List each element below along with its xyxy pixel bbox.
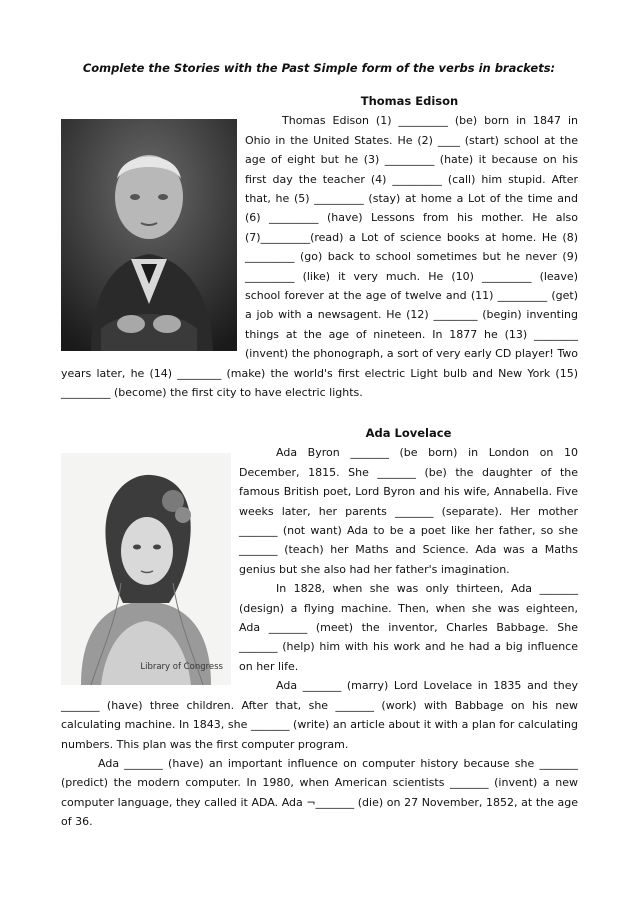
story-title-edison: Thomas Edison [360,94,459,108]
story-thomas-edison [61,92,578,403]
story-title-ada: Ada Lovelace [365,426,452,440]
edison-portrait-photo [61,119,237,351]
edison-paragraph: Thomas Edison (1) _________ (be) born in 1847 in Ohio in the United States. He (2) ____ (start) school at the age of eight but he (3) _________ (hate) it because on his first day the teacher (4) _________ (call) him stupid. After that, he (5) _________ (stay) at home a Lot of the time and (6) _________ (have) Lessons from his mother. He also (7)_________(read) a Lot of science books at home. He (8) _________ (go) back to school sometimes but he never (9) _________ (like) it very much. He (10) _________ (leave) school forever at the age of twelve and (11) _________ (get) a job with a newsagent. He (12) ________ (begin) inventing things at the age of nineteen. In 1877 he (13) ________ (invent) the phonograph, a sort of very early CD player! Two years later, he (14) ________ (make) the world's first electric Light bulb and New York (15) _________ (become) the first city to have electric lights. [61,114,578,400]
ada-portrait-engraving [61,453,231,685]
ada-paragraph-2: In 1828, when she was only thirteen, Ada _______ (design) a flying machine. Then, when she was eighteen, Ada _______ (meet) the inventor, Charles Babbage. She _______ (help) him with his work and he had a big influence on her life. [239,582,578,673]
ada-paragraph-3: Ada _______ (marry) Lord Lovelace in 1835 and they _______ (have) three children. After that, she _______ (work) with Babbage on his new calculating machine. In 1843, she _______ (write) an article about it with a plan for calculating numbers. This plan was the first computer program. [61,679,578,751]
story-ada-lovelace [61,424,578,832]
ada-paragraph-4: Ada _______ (have) an important influence on computer history because she _______ (predict) the modern computer. In 1980, when American scientists _______ (invent) a new computer language, they called it ADA. Ada ¬_______ (die) on 27 November, 1852, at the age of 36. [61,756,578,829]
instructions-heading: Complete the Stories with the Past Simple form of the verbs in brackets: [82,61,556,75]
photo-credit: Library of Congress [140,662,223,672]
ada-paragraph-1: Ada Byron _______ (be born) in London on 10 December, 1815. She _______ (be) the daughter of the famous British poet, Lord Byron and his wife, Annabella. Five weeks later, her parents _______ (separate). Her mother _______ (not want) Ada to be a poet like her father, so she _______ (teach) her Maths and Science. Ada was a Maths genius but she also had her father's imagination. [239,446,578,576]
